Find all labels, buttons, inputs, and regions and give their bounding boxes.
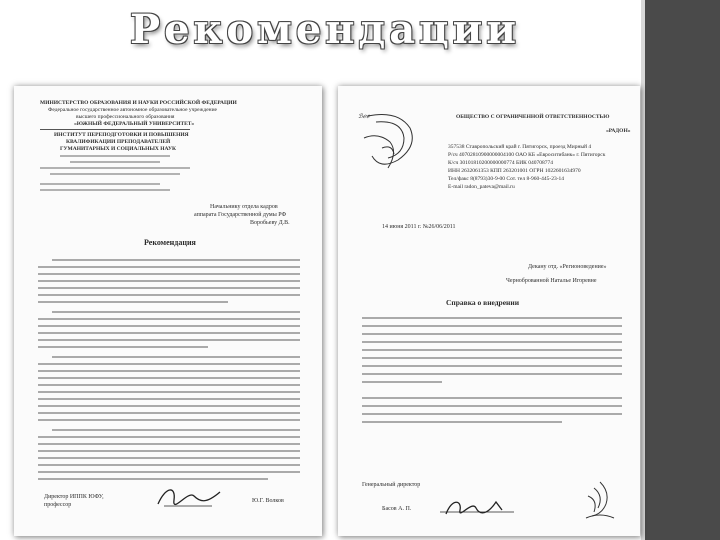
company-logo-swirl <box>358 108 428 176</box>
header-line-6: КВАЛИФИКАЦИИ ПРЕПОДАВАТЕЛЕЙ <box>66 139 171 145</box>
org-detail-1: 357538 Ставропольский край г. Пятигорск, проезд Мирный 4 <box>448 144 592 150</box>
signer-title: Генеральный директор <box>362 482 421 488</box>
date-and-reference: 14 июня 2011 г. №26/06/2011 <box>382 224 456 230</box>
header-line-4: «ЮЖНЫЙ ФЕДЕРАЛЬНЫЙ УНИВЕРСИТЕТ» <box>74 121 195 127</box>
addressee-line-2: аппарата Государственной думы РФ <box>194 212 287 218</box>
implementation-certificate-document <box>338 86 640 536</box>
side-band-border <box>641 0 645 540</box>
addressee-line-1: Начальнику отдела кадров <box>210 204 278 210</box>
signature-left <box>154 482 224 512</box>
org-detail-3: К/сч 30101810200000000774 БИК 040708774 <box>448 160 553 166</box>
slide-title: Рекомендации <box>129 6 521 53</box>
header-line-2: Федеральное государственное автономное образовательное учреждение <box>48 107 217 113</box>
header-address-lines <box>40 154 200 198</box>
header-rule <box>40 129 190 130</box>
addressee-line-3: Воробьеву Д.В. <box>250 220 290 226</box>
signer-title-line-2: профессор <box>44 502 72 508</box>
header-line-7: ГУМАНИТАРНЫХ И СОЦИАЛЬНЫХ НАУК <box>60 146 176 152</box>
company-emblem <box>580 478 620 522</box>
org-full-name: ОБЩЕСТВО С ОГРАНИЧЕННОЙ ОТВЕТСТВЕННОСТЬЮ <box>456 114 610 120</box>
org-detail-4: ИНН 2632061353 КПП 263201001 ОГРН 1022601634970 <box>448 168 581 174</box>
letter-heading: Рекомендация <box>144 238 196 247</box>
addressee-line-1: Декану отд. «Регионоведение» <box>528 264 607 270</box>
signer-title-line-1: Директор ИППК ЮФУ, <box>44 494 104 500</box>
org-detail-6: E-mail radon_pateva@mail.ru <box>448 184 515 190</box>
svg-text:ℬℯℯ: ℬℯℯ <box>358 113 370 120</box>
signer-name: Ю.Г. Волков <box>252 498 284 504</box>
org-short-name: «РАДОН» <box>606 128 631 134</box>
certificate-body-text <box>362 314 624 454</box>
addressee-line-2: Черноброванной Наталье Игоревне <box>506 278 597 284</box>
header-line-1: МИНИСТЕРСТВО ОБРАЗОВАНИЯ И НАУКИ РОССИЙСКОЙ ФЕДЕРАЦИИ <box>40 100 237 106</box>
header-line-3: высшего профессионального образования <box>76 114 175 120</box>
org-detail-2: Р/сч 40702810900000004100 ОАО КБ «Евроситибанк» г. Пятигорск <box>448 152 606 158</box>
org-detail-5: Тел/факс 8(8793)30-9-00 Сот. тел 8-960-445-23-14 <box>448 176 565 182</box>
letter-body-text <box>38 256 302 481</box>
decorative-side-band <box>644 0 720 540</box>
signature-right <box>438 496 518 520</box>
certificate-heading: Справка о внедрении <box>446 298 520 307</box>
recommendation-letter-document <box>14 86 322 536</box>
signer-name: Басов А. П. <box>382 506 412 512</box>
header-line-5: ИНСТИТУТ ПЕРЕПОДГОТОВКИ И ПОВЫШЕНИЯ <box>54 132 189 138</box>
